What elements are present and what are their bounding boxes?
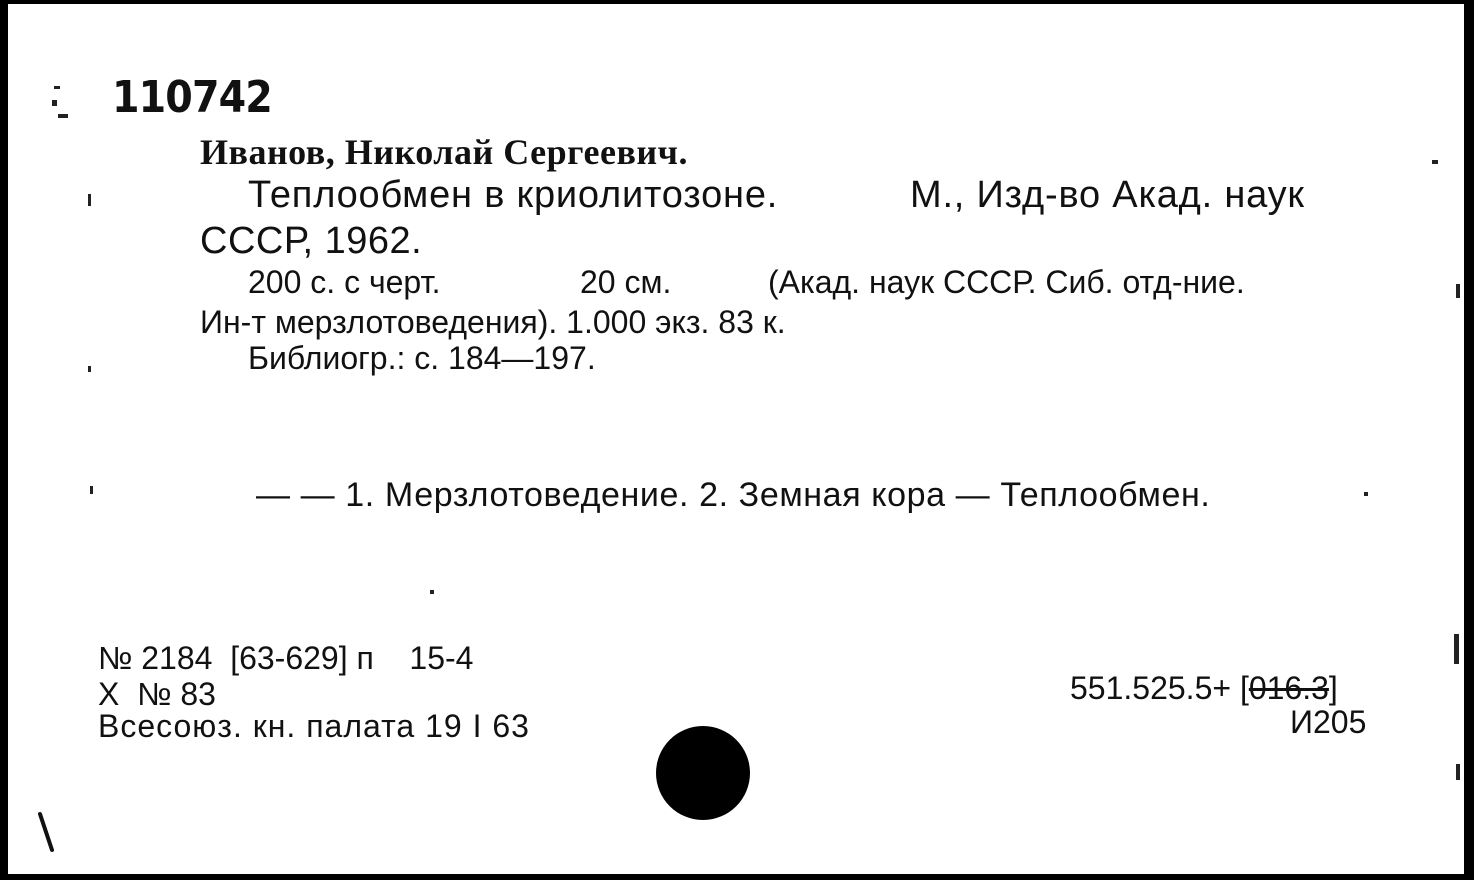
- publisher-continuation: СССР, 1962.: [200, 220, 423, 262]
- publisher: М., Изд-во Акад. наук: [910, 174, 1305, 216]
- series-part2: Ин-т мерзлотоведения). 1.000 экз. 83 к.: [200, 304, 786, 340]
- pages: 200 с. с черт.: [248, 264, 441, 300]
- author-heading: Иванов, Николай Сергеевич.: [200, 132, 688, 172]
- udc-struck: 016.3: [1248, 670, 1329, 706]
- scan-specks: [8, 4, 1464, 874]
- catalog-card: [8, 4, 1464, 874]
- udc-main: 551.525.5+ [: [1070, 670, 1249, 706]
- call-number: И205: [1290, 704, 1367, 740]
- registration-line-2: Х № 83: [98, 676, 216, 712]
- book-title: Теплообмен в криолитозоне.: [248, 174, 779, 216]
- bibliography-note: Библиогр.: с. 184—197.: [248, 340, 596, 376]
- registration-number: № 2184 [63-629] п 15-4: [98, 640, 474, 676]
- series-part1: (Акад. наук СССР. Сиб. отд-ние.: [768, 264, 1245, 300]
- pencil-mark: [40, 814, 52, 850]
- subject-headings: — — 1. Мерзлотоведение. 2. Земная кора — Теплообмен.: [256, 476, 1211, 514]
- handwritten-number: 110742: [112, 72, 272, 123]
- chamber-stamp: Всесоюз. кн. палата 19 I 63: [98, 708, 530, 744]
- udc-end: ]: [1328, 670, 1338, 706]
- size: 20 см.: [580, 264, 672, 300]
